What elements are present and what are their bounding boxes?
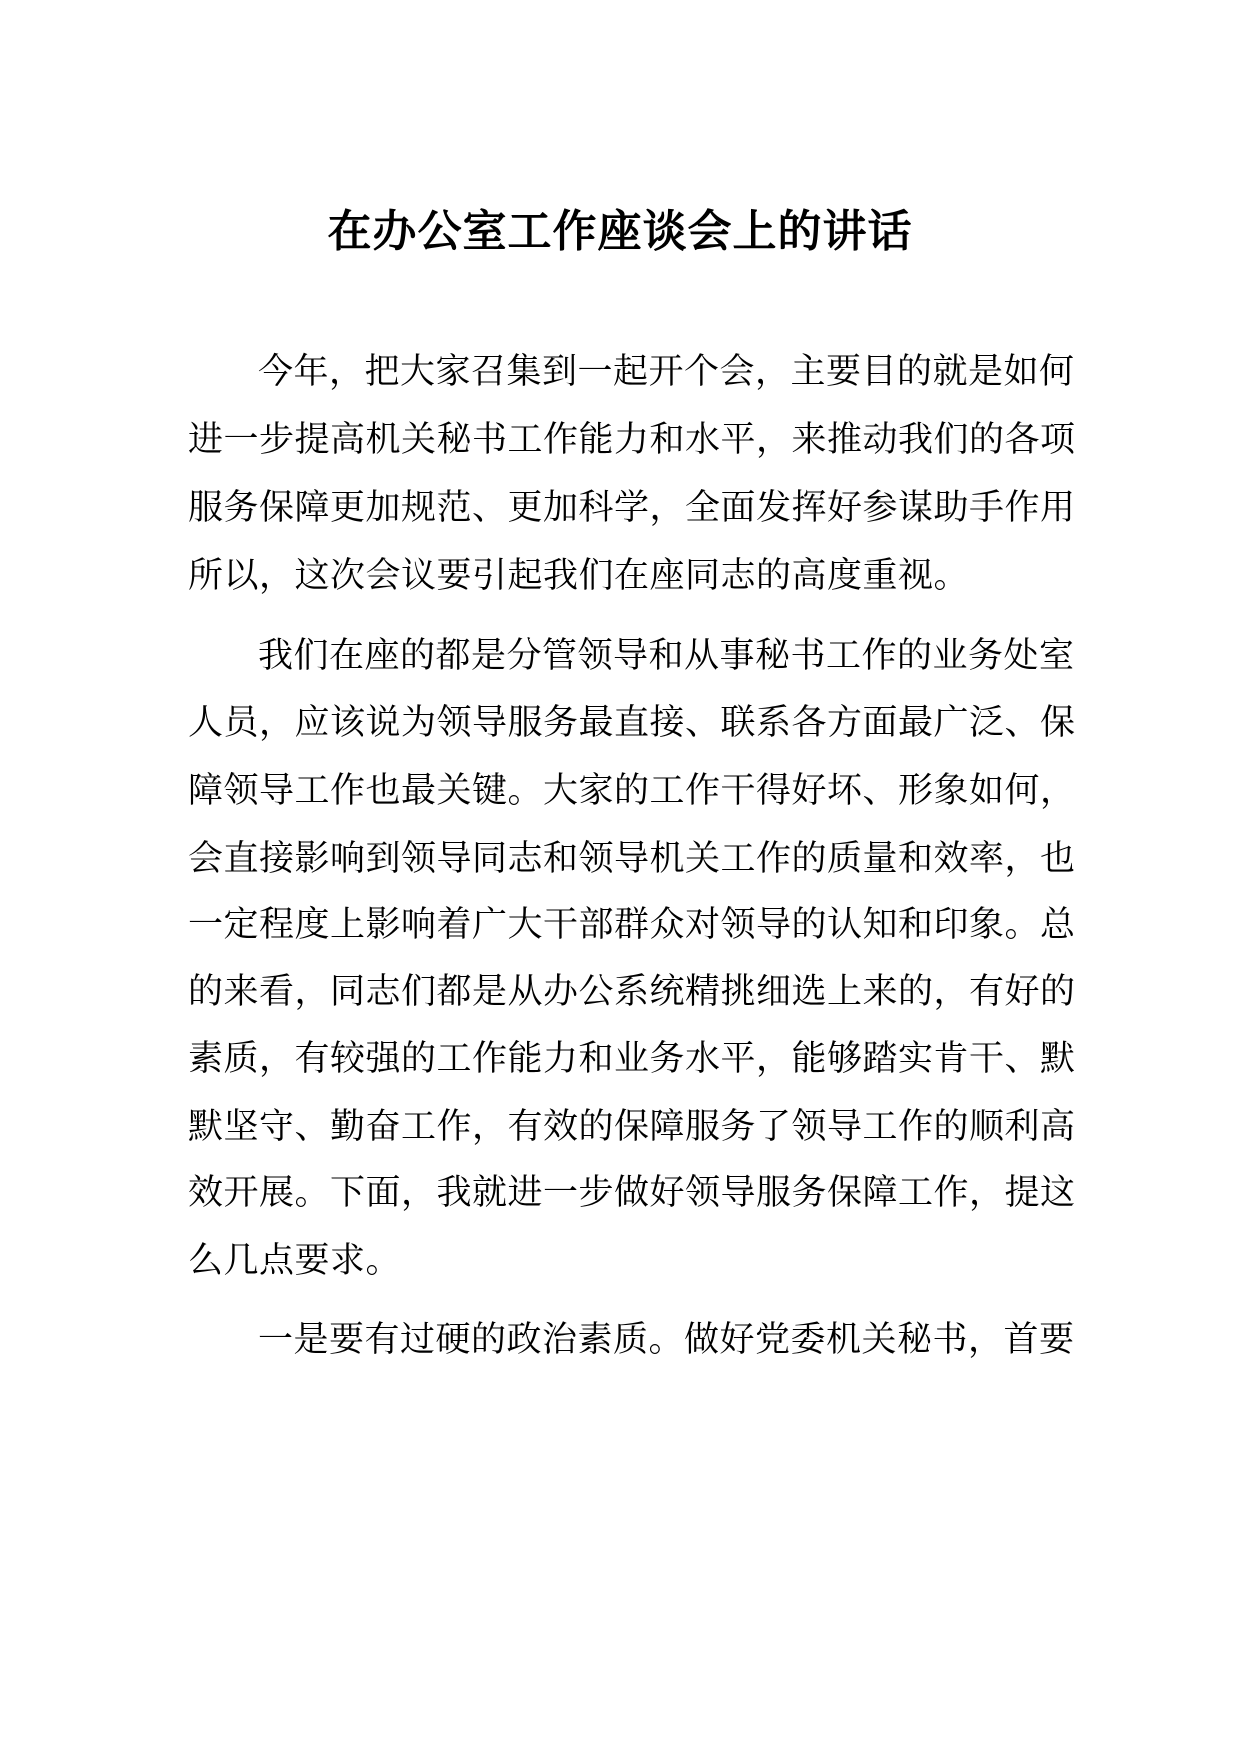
paragraph-2-line-7: 素质，有较强的工作能力和业务水平，能够踏实肯干、默 xyxy=(188,1039,1076,1079)
document-title: 在办公室工作座谈会上的讲话 xyxy=(327,206,913,257)
paragraph-2-line-3: 障领导工作也最关键。大家的工作干得好坏、形象如何， xyxy=(188,771,1076,811)
paragraph-1-line-3: 服务保障更加规范、更加科学，全面发挥好参谋助手作用 xyxy=(188,488,1076,528)
paragraph-2-line-9: 效开展。下面，我就进一步做好领导服务保障工作，提这 xyxy=(188,1173,1076,1213)
paragraph-2-line-4: 会直接影响到领导同志和领导机关工作的质量和效率，也 xyxy=(188,839,1076,879)
paragraph-3-line-1: 一是要有过硬的政治素质。做好党委机关秘书，首要 xyxy=(258,1320,1075,1360)
paragraph-1-line-2: 进一步提高机关秘书工作能力和水平，来推动我们的各项 xyxy=(188,420,1076,460)
paragraph-2-line-10: 么几点要求。 xyxy=(188,1241,402,1281)
paragraph-1-line-1: 今年，把大家召集到一起开个会，主要目的就是如何 xyxy=(258,352,1075,392)
paragraph-2-line-2: 人员，应该说为领导服务最直接、联系各方面最广泛、保 xyxy=(188,703,1076,743)
paragraph-1-line-4: 所以，这次会议要引起我们在座同志的高度重视。 xyxy=(188,556,970,596)
paragraph-2-line-1: 我们在座的都是分管领导和从事秘书工作的业务处室 xyxy=(258,636,1075,676)
paragraph-2-line-5: 一定程度上影响着广大干部群众对领导的认知和印象。总 xyxy=(188,905,1076,945)
paragraph-2-line-8: 默坚守、勤奋工作，有效的保障服务了领导工作的顺利高 xyxy=(188,1107,1076,1147)
paragraph-2-line-6: 的来看，同志们都是从办公系统精挑细选上来的，有好的 xyxy=(188,972,1076,1012)
